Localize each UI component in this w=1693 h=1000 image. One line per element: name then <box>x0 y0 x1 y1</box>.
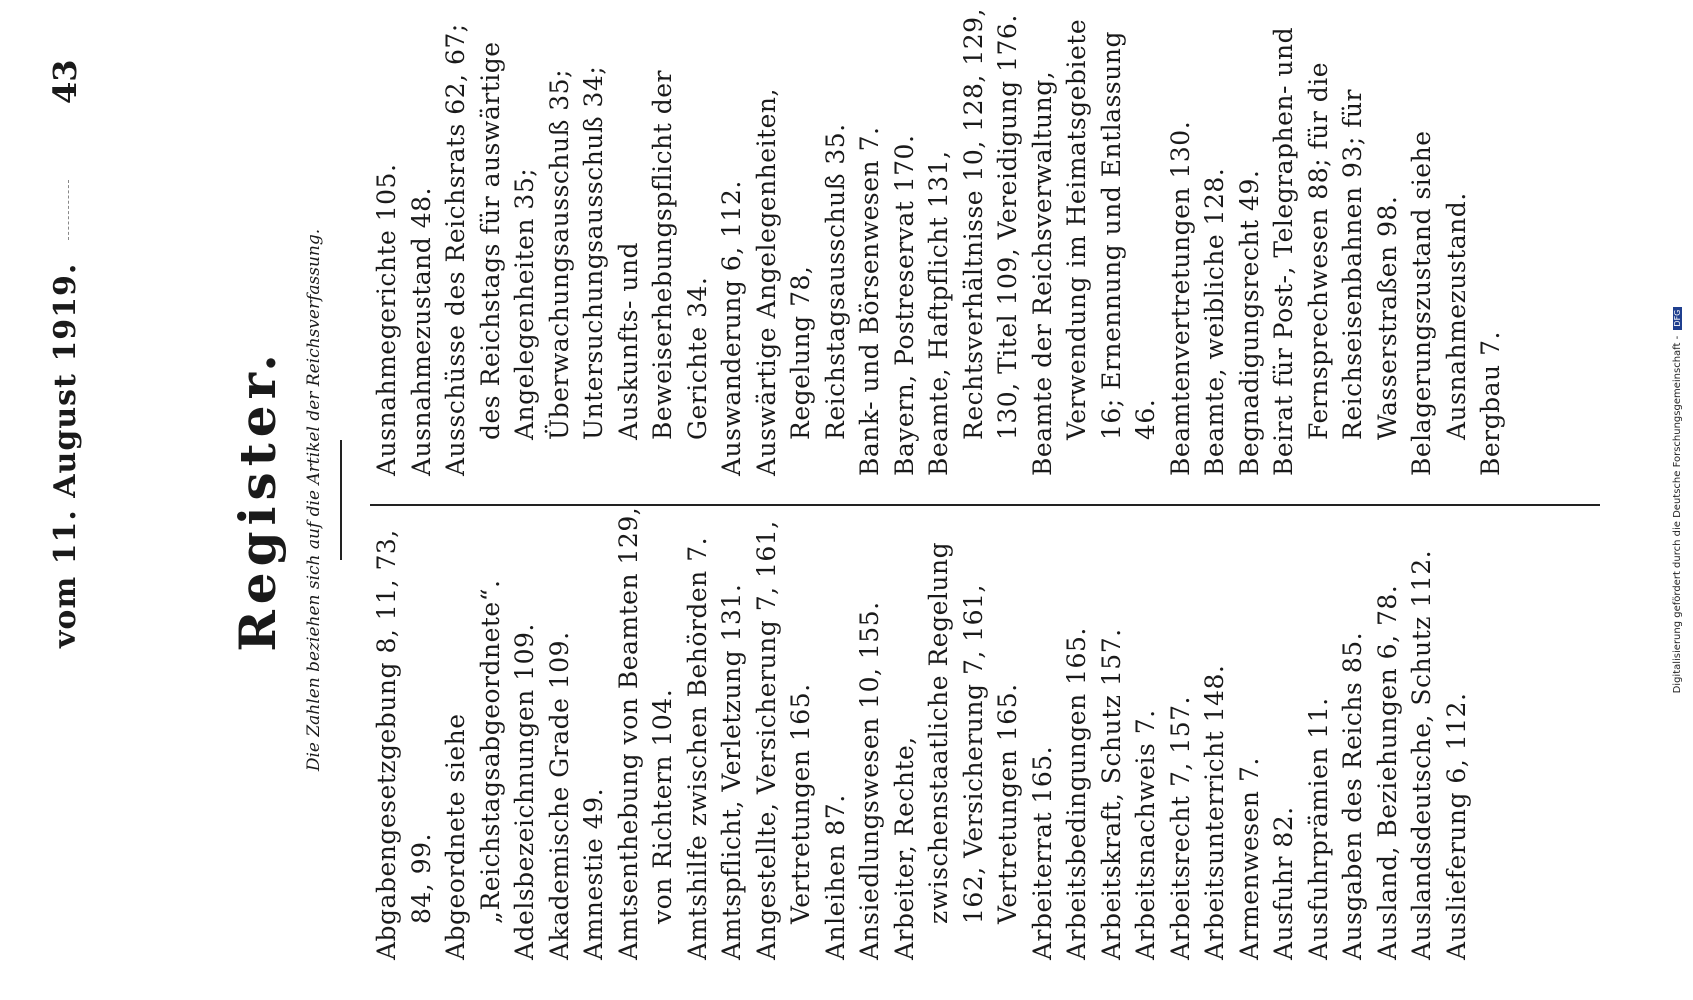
index-reference: 82. <box>1269 806 1298 848</box>
index-column-left <box>370 490 1474 960</box>
index-reference: 109. <box>544 631 574 690</box>
index-entry <box>405 6 440 476</box>
index-reference: Verletzung 131. <box>717 583 746 792</box>
index-term: Akademische Grade <box>544 697 574 960</box>
index-reference: Beziehungen 6, 78. <box>1372 584 1402 838</box>
index-term: Ausland, <box>1372 846 1402 960</box>
index-term: Arbeitsbedingungen <box>1062 693 1091 960</box>
index-reference: zwischen Behörden 7. <box>682 536 712 827</box>
index-reference: 7. <box>1476 331 1505 356</box>
index-term: Armenwesen <box>1234 790 1264 960</box>
page-number: 43 <box>46 59 84 104</box>
dfg-logo: DFG <box>1673 307 1682 330</box>
index-term: Arbeitsnachweis <box>1131 742 1160 960</box>
index-entry <box>1198 6 1233 476</box>
index-reference: Rechte, zwischenstaatliche Regelung 162, Versicherung 7, 161, Vertretungen 165. <box>889 541 1022 924</box>
index-entry <box>1164 490 1199 960</box>
index-entry <box>577 490 612 960</box>
digitization-note-text: Digitalisierung gefördert durch die Deutsche Forschungsgemeinschaft - <box>1672 335 1683 694</box>
index-entry <box>1474 6 1509 476</box>
index-reference: 49. <box>579 787 608 830</box>
index-term: Ausnahmegerichte <box>372 229 401 476</box>
index-reference: Schutz 157. <box>1096 628 1126 785</box>
index-entry <box>1095 490 1130 960</box>
index-term: Ausfuhrprämien <box>1303 747 1333 960</box>
index-term: Arbeiterrat <box>1027 812 1057 960</box>
index-term: Beamte, <box>1200 367 1229 476</box>
index-reference: siehe Ausnahmezustand. <box>1407 130 1471 440</box>
index-reference: 130. <box>1165 120 1195 179</box>
index-term: Amtspflicht, <box>717 800 746 960</box>
index-reference: 7. <box>855 126 884 152</box>
index-entry <box>1060 490 1095 960</box>
index-column-right <box>370 6 1509 476</box>
index-term: Auswanderung <box>717 279 746 476</box>
index-term: Ausnahmezustand <box>406 236 436 476</box>
index-reference: Verwendung im Heimatsgebiete 16; Ernennung und Entlassung 46. <box>1062 18 1160 440</box>
index-term: Arbeitskraft, <box>1096 792 1126 960</box>
index-term: Auslieferung <box>1441 792 1471 960</box>
index-entry <box>681 490 716 960</box>
index-term: Ausschüsse <box>441 324 470 476</box>
index-entry <box>1198 490 1233 960</box>
index-entry <box>1164 6 1199 476</box>
index-reference: Haftpflicht 131, Rechtsverhältnisse 10, 128, 129, 130, Titel 109, Vereidigung 176. <box>924 8 1022 440</box>
index-reference: von Beamten 129, von Richtern 104. <box>613 506 677 924</box>
index-term: Arbeitsrecht <box>1165 795 1195 960</box>
index-term: Auswärtige Angelegenheiten, <box>751 88 781 476</box>
index-reference: 87. <box>820 794 850 836</box>
index-entry <box>715 6 750 476</box>
index-term: Ausgaben des Reichs <box>1338 681 1367 960</box>
index-entry <box>1129 490 1164 960</box>
index-reference: Versicherung 7, 161, Vertretungen 165. <box>751 520 815 924</box>
index-entry <box>439 490 508 960</box>
index-reference: siehe „Reichstagsabgeordnete“. <box>441 579 505 924</box>
index-reference: 8, 11, 73, 84, 99. <box>372 529 436 924</box>
index-entry <box>819 490 854 960</box>
index-term: Bayern, <box>889 374 919 476</box>
index-term: Beirat <box>1269 394 1298 476</box>
index-entry <box>1233 6 1268 476</box>
index-term: Beamte der Reichsverwaltung, <box>1027 70 1057 476</box>
index-reference: 165. <box>1062 627 1091 685</box>
index-reference: 7. <box>1234 757 1264 783</box>
index-term: Amtshilfe <box>682 834 712 960</box>
index-term: Abgeordnete <box>441 790 470 960</box>
index-entry <box>1267 6 1405 476</box>
page-subtitle: Die Zahlen beziehen sich auf die Artikel der Reichsverfassung. <box>304 228 324 772</box>
index-term: Amnestie <box>579 837 608 960</box>
index-entry <box>1233 490 1268 960</box>
index-term: Arbeiter, <box>889 844 919 960</box>
index-reference: des Reichsrats 62, 67; des Reichstags für auswärtige Angelegenheiten 35; Überwachungsausschuß 35; Untersuchungsausschuß 34; Auskunfts- und Beweiserhebungspflicht der Gerichte 34. <box>441 23 712 440</box>
index-term: Amtsenthebung <box>613 752 643 960</box>
index-term: Arbeitsunterricht <box>1200 730 1229 960</box>
index-reference: 49. <box>1234 169 1264 211</box>
index-entry <box>1440 490 1475 960</box>
index-entry <box>508 490 543 960</box>
header-divider <box>68 180 69 240</box>
index-term: Bank- und Börsenwesen <box>855 159 884 476</box>
index-entry <box>370 6 405 476</box>
index-reference: 10, 155. <box>855 601 884 709</box>
index-reference: 148. <box>1200 664 1229 723</box>
title-rule <box>340 440 342 560</box>
index-reference: 6, 112. <box>1441 692 1471 784</box>
index-entry <box>612 490 681 960</box>
index-reference: für Post-, Telegraphen- und Fernsprechwesen 88; für die Reichseisenbahnen 93; für Wasserstraßen 98. <box>1269 26 1402 440</box>
index-term: Ausfuhr <box>1269 856 1298 960</box>
digitization-note <box>1672 0 1683 1000</box>
index-entry <box>1026 6 1164 476</box>
index-entry <box>439 6 715 476</box>
index-term: Anleihen <box>820 844 850 960</box>
index-reference: 109. <box>510 623 539 681</box>
index-reference: 165. <box>1027 745 1057 804</box>
index-entry <box>1302 490 1337 960</box>
index-entry <box>888 490 1026 960</box>
index-reference: weibliche 128. <box>1200 167 1229 360</box>
index-reference: 85. <box>1338 631 1367 674</box>
index-entry <box>1371 490 1406 960</box>
index-entry <box>922 6 1026 476</box>
index-reference: 7, 157. <box>1165 696 1195 787</box>
index-term: Beamte, <box>924 367 953 476</box>
index-term: Begnadigungsrecht <box>1234 219 1264 476</box>
index-entry <box>1405 490 1440 960</box>
index-term: Angestellte, <box>751 802 781 960</box>
page-title: Register. <box>228 348 287 652</box>
index-entry <box>853 6 888 476</box>
index-entry <box>1267 490 1302 960</box>
index-entry <box>888 6 923 476</box>
index-reference: 6, 112. <box>717 180 746 272</box>
index-entry <box>1026 490 1061 960</box>
index-entry <box>1336 490 1371 960</box>
index-entry <box>715 490 750 960</box>
index-entry <box>370 490 439 960</box>
index-reference: Schutz 112. <box>1407 549 1436 706</box>
index-term: Ansiedlungswesen <box>855 717 884 960</box>
index-reference: 7. <box>1131 709 1160 735</box>
index-entry <box>750 6 854 476</box>
index-term: Adelsbezeichnungen <box>510 689 539 960</box>
index-term: Bergbau <box>1476 364 1505 476</box>
index-entry <box>543 490 578 960</box>
column-divider <box>370 504 1600 506</box>
index-reference: 48. <box>406 187 436 229</box>
index-reference: Regelung 78, Reichstagsausschuß 35. <box>786 123 850 440</box>
index-entry <box>1405 6 1474 476</box>
index-reference: Postreservat 170. <box>889 134 919 366</box>
index-term: Auslandsdeutsche, <box>1407 714 1436 960</box>
index-term: Beamtenvertretungen <box>1165 186 1195 476</box>
index-term: Abgabengesetzgebung <box>372 661 401 960</box>
index-reference: 11. <box>1303 697 1333 739</box>
running-header-date: vom 11. August 1919. <box>48 262 83 648</box>
index-entry <box>853 490 888 960</box>
index-entry <box>750 490 819 960</box>
index-reference: 105. <box>372 163 401 222</box>
index-term: Belagerungszustand <box>1407 207 1436 476</box>
